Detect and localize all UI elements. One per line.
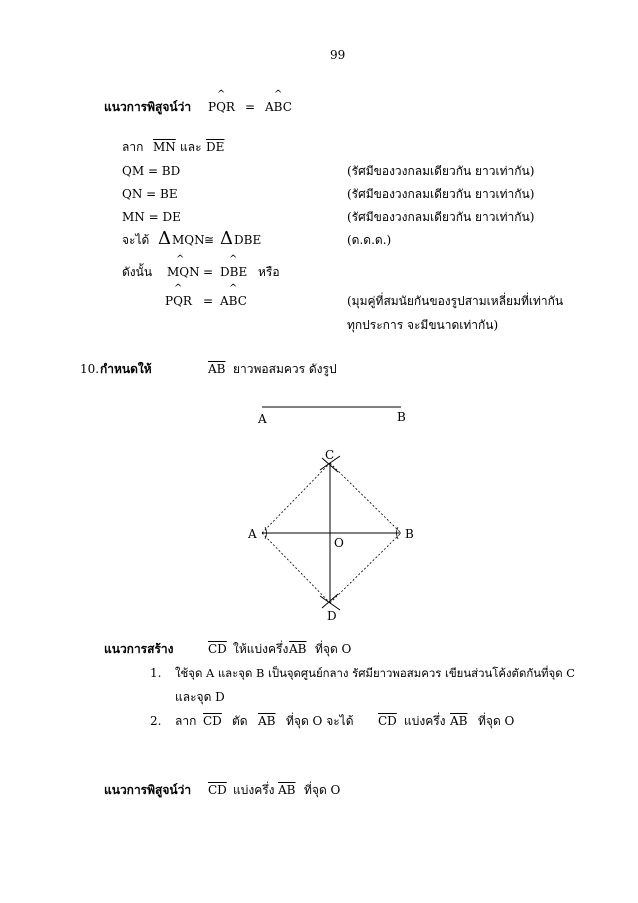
reason-sss: (ด.ด.ด.) — [347, 233, 392, 247]
hat-icon: ^ — [176, 254, 185, 265]
proof-2-text-2: ที่จุด O — [304, 783, 341, 797]
stmt-qn: QN = BE — [122, 187, 178, 201]
segment-cd: $\overline{CD}$ — [208, 642, 227, 656]
angle-mqn: MQN — [167, 265, 200, 279]
hat-icon: ^ — [174, 283, 183, 294]
figure-label-b: B — [405, 527, 414, 541]
problem-heading: กำหนดให้ — [100, 362, 152, 376]
hat-icon: ^ — [229, 283, 238, 294]
figure-label-d: D — [327, 609, 337, 623]
hat-icon: ^ — [274, 89, 283, 100]
claim-right: ABC — [265, 100, 292, 114]
triangle-mqn: MQN — [172, 233, 205, 247]
word-or: หรือ — [258, 265, 280, 279]
hat-icon: ^ — [229, 254, 238, 265]
triangle-icon: Δ — [220, 228, 233, 249]
step-2-word-4: ที่จุด O — [478, 714, 515, 728]
page-number: 99 — [330, 48, 346, 62]
side-cb — [330, 463, 401, 533]
construction-text-1: ให้แบ่งครึ่ง — [233, 642, 289, 656]
stmt-mn: MN = DE — [122, 210, 181, 224]
angle-dbe: DBE — [220, 265, 248, 279]
angle-abc: ABC — [220, 294, 247, 308]
step-1-line-1: ใช้จุด A และจุด B เป็นจุดศูนย์กลาง รัศมียาวพอสมควร เขียนส่วนโค้งตัดกันที่จุด C — [175, 666, 575, 680]
figure-label-c: C — [325, 448, 335, 462]
therefore-eq: = — [203, 265, 214, 279]
segment-ab: $\overline{AB}$ — [258, 714, 276, 728]
angle-pqr: PQR — [165, 294, 192, 308]
triangle-icon: Δ — [158, 228, 171, 249]
congruent-symbol: ≅ — [204, 233, 215, 247]
step-2-prefix: ลาก — [175, 714, 197, 728]
therefore-prefix: ดังนั้น — [122, 265, 153, 279]
claim-left: PQR — [208, 100, 235, 114]
side-ad — [262, 533, 330, 603]
segment-ab: $\overline{AB}$ — [278, 783, 296, 797]
final-reason-1: (มุมคู่ที่สมนัยกันของรูปสามเหลี่ยมที่เท่ากัน — [347, 294, 564, 308]
construction-text-2: ที่จุด O — [315, 642, 352, 656]
step-2-number: 2. — [150, 714, 162, 728]
side-ac — [262, 463, 330, 533]
segment-mn: $\overline{MN}$ — [153, 140, 176, 154]
figure-label-o: O — [334, 536, 344, 550]
word-and: และ — [180, 140, 202, 154]
triangle-dbe: DBE — [234, 233, 262, 247]
step-1-number: 1. — [150, 666, 162, 680]
claim-eq: = — [245, 100, 256, 114]
hat-icon: ^ — [217, 89, 226, 100]
problem-number: 10. — [80, 362, 100, 376]
reason-mn: (รัศมีของวงกลมเดียวกัน ยาวเท่ากัน) — [347, 210, 535, 224]
congruence-prefix: จะได้ — [122, 233, 150, 247]
reason-qm: (รัศมีของวงกลมเดียวกัน ยาวเท่ากัน) — [347, 164, 535, 178]
figure-label-a: A — [248, 527, 257, 541]
step-2-word-3: แบ่งครึ่ง — [404, 714, 446, 728]
given-label-b: B — [397, 410, 406, 424]
step-2-word-2: ที่จุด O จะได้ — [286, 714, 354, 728]
segment-cd: $\overline{CD}$ — [208, 783, 227, 797]
reason-qn: (รัศมีของวงกลมเดียวกัน ยาวเท่ากัน) — [347, 187, 535, 201]
step-1-line-2: และจุด D — [175, 690, 225, 704]
proof-heading: แนวการพิสูจน์ว่า — [104, 783, 192, 797]
proof-2-text-1: แบ่งครึ่ง — [233, 783, 275, 797]
proof-heading: แนวการพิสูจน์ว่า — [104, 100, 192, 114]
problem-text: ยาวพอสมควร ดังรูป — [233, 362, 337, 376]
segment-ab: $\overline{AB}$ — [208, 362, 226, 376]
step-2-word-1: ตัด — [232, 714, 248, 728]
final-reason-2: ทุกประการ จะมีขนาดเท่ากัน) — [347, 318, 499, 332]
stmt-qm: QM = BD — [122, 164, 181, 178]
segment-ab: $\overline{AB}$ — [289, 642, 307, 656]
segment-cd: $\overline{CD}$ — [203, 714, 222, 728]
draw-prefix: ลาก — [122, 140, 144, 154]
construction-heading: แนวการสร้าง — [104, 642, 174, 656]
segment-de: $\overline{DE}$ — [206, 140, 225, 154]
given-label-a: A — [258, 412, 267, 426]
final-eq: = — [203, 294, 214, 308]
segment-ab: $\overline{AB}$ — [450, 714, 468, 728]
segment-cd: $\overline{CD}$ — [378, 714, 397, 728]
